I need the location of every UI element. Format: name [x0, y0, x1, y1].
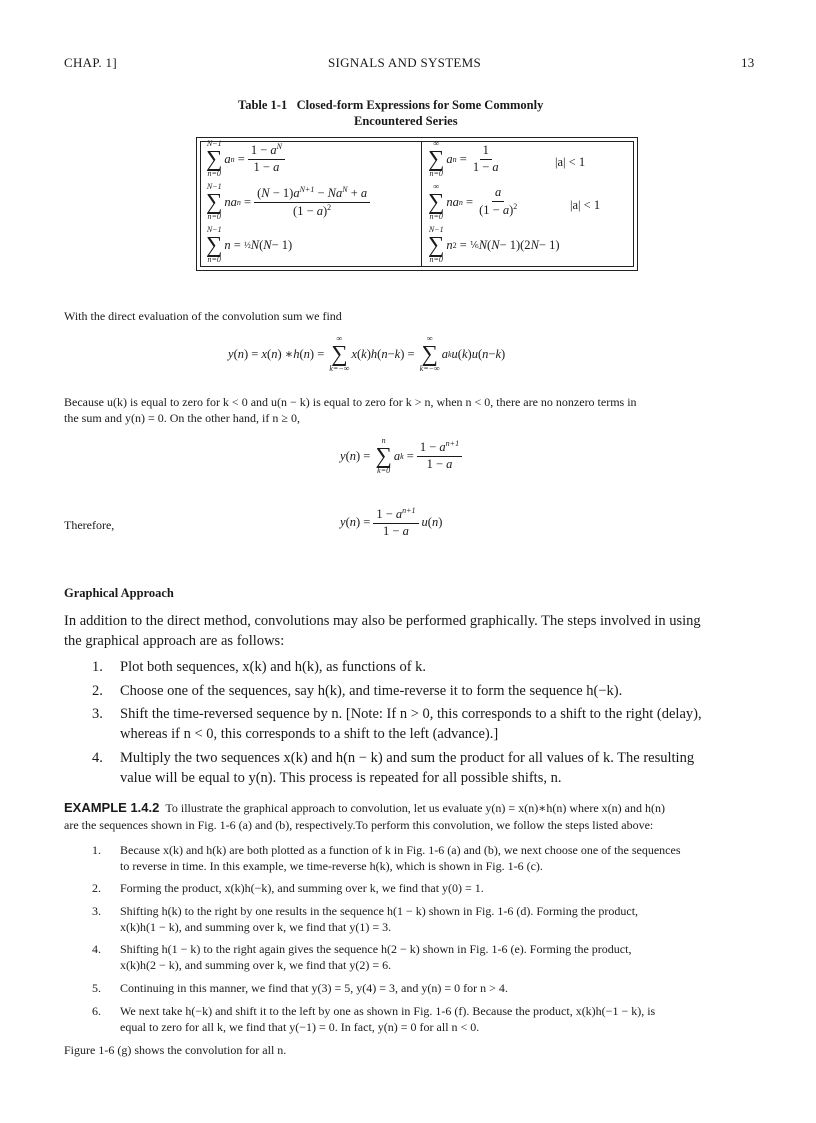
step-4-num: 4.: [92, 750, 103, 766]
item-3-line1: Shifting h(k) to the right by one results in the sequence h(1 − k) shown in Fig. 1-6 (d). Forming the product,: [120, 904, 639, 918]
graphical-intro-line2: the graphical approach are as follows:: [64, 633, 285, 649]
step-4-line2: value will be equal to y(n). This process is repeated for all possible shifts, n.: [120, 770, 562, 786]
item-1-line1: Because x(k) and h(k) are both plotted as a function of k in Fig. 1-6 (a) and (b), we next choose one of the sequences: [120, 843, 681, 857]
table-caption-line1: [238, 98, 543, 113]
formula-geometric-infinite: ∞ ∑ n=0 a n = $\frac{1}{1 - a}$: [428, 139, 499, 178]
item-6-line1: We next take h(−k) and shift it to the left by one as shown in Fig. 1-6 (f). Because the product, x(k)h(−1 − k), is: [120, 1004, 656, 1018]
direct-eval-intro: With the direct evaluation of the convolution sum we find: [64, 309, 342, 323]
item-2-num: 2.: [92, 881, 101, 895]
because-line1: Because u(k) is equal to zero for k < 0 and u(n − k) is equal to zero for k > n, when n < 0, there are no nonzero terms in: [64, 395, 637, 409]
step-2-num: 2.: [92, 683, 103, 699]
graphical-heading: Graphical Approach: [64, 586, 174, 600]
item-4-line2: x(k)h(2 − k), and summing over k, we find that y(2) = 6.: [120, 958, 392, 972]
item-4-num: 4.: [92, 942, 101, 956]
item-5-line1: Continuing in this manner, we find that y(3) = 5, y(4) = 3, and y(n) = 0 for n > 4.: [120, 981, 508, 995]
formula-geometric-finite: N−1 ∑ n=0 a n = $\frac{1 - a^N}{1 - a}$: [204, 140, 288, 178]
step-3-num: 3.: [92, 706, 103, 722]
step-4-line1: Multiply the two sequences x(k) and h(n − k) and sum the product for all values of k. The resulting: [120, 750, 695, 766]
item-1-line2: to reverse in time. In this example, we time-reverse h(k), which is shown in Fig. 1-6 (c).: [120, 859, 543, 873]
running-title: SIGNALS AND SYSTEMS: [328, 55, 482, 70]
formula-arith-geometric-infinite: ∞ ∑ n=0 na n = $\frac{a}{(1 - a)^2}$: [428, 182, 518, 221]
equation-convolution-sum: y ( n ) = x ( n ) ∗ h ( n ) = ∞ ∑ k=−∞ x ( k ) h ( n − k ) = ∞ ∑ k=−∞ a k u ( k ) u ( n − k ): [228, 334, 506, 373]
item-3-num: 3.: [92, 904, 101, 918]
graphical-intro-line1: In addition to the direct method, convolutions may also be performed graphically. The steps involved in using: [64, 613, 701, 629]
equation-result: y ( n ) = $\frac{1 - a^{n+1}}{1 - a}$ u ( n ): [340, 506, 443, 538]
step-3-line1: Shift the time-reversed sequence by n. [Note: If n > 0, this corresponds to a shift to the right (delay),: [120, 706, 702, 722]
because-line2: the sum and y(n) = 0. On the other hand, if n ≥ 0,: [64, 411, 300, 425]
table-divider: [421, 142, 422, 266]
formula-sum-n: N−1 ∑ n=0 n = ½ N ( N − 1): [206, 225, 293, 264]
item-1-num: 1.: [92, 843, 101, 857]
item-6-line2: equal to zero for all k, we find that y(−1) = 0. In fact, y(n) = 0 for all n < 0.: [120, 1020, 480, 1034]
page-number: 13: [741, 55, 755, 70]
step-2-line1: Choose one of the sequences, say h(k), and time-reverse it to form the sequence h(−k).: [120, 683, 623, 699]
condition-2: |a| < 1: [570, 198, 601, 212]
example-intro-line1: [64, 800, 665, 816]
formula-arith-geometric-finite: N−1 ∑ n=0 na n = $\frac{(N - 1)a^{N+1} - Na^N + a}{(1 - a)^2}$: [204, 183, 373, 221]
table-label: Table 1-1: [238, 98, 288, 112]
example-intro-line2: are the sequences shown in Fig. 1-6 (a) and (b), respectively.To perform this convolution, we follow the steps listed above:: [64, 818, 654, 832]
equation-partial-sum: y ( n ) = n ∑ k=0 a k = $\frac{1 - a^{n+1}}{1 - a}$: [340, 437, 465, 475]
formula-sum-n-squared: N−1 ∑ n=0 n 2 = ⅙ N ( N − 1)(2 N − 1): [428, 225, 560, 264]
chapter-label: CHAP. 1]: [64, 55, 117, 70]
therefore-label: Therefore,: [64, 518, 115, 532]
example-intro-text: To illustrate the graphical approach to convolution, let us evaluate y(n) = x(n)∗h(n) where x(n) and h(n): [165, 801, 665, 815]
step-1-num: 1.: [92, 659, 103, 675]
item-4-line1: Shifting h(1 − k) to the right again gives the sequence h(2 − k) shown in Fig. 1-6 (e). Forming the product,: [120, 942, 632, 956]
table-caption-text: Closed-form Expressions for Some Commonly: [296, 98, 544, 112]
table-caption-line2: Encountered Series: [354, 114, 458, 128]
item-2-line1: Forming the product, x(k)h(−k), and summing over k, we find that y(0) = 1.: [120, 881, 484, 895]
item-3-line2: x(k)h(1 − k), and summing over k, we find that y(1) = 3.: [120, 920, 392, 934]
step-3-line2: whereas if n < 0, this corresponds to a shift to the left (advance).]: [120, 726, 499, 742]
condition-1: |a| < 1: [555, 155, 586, 169]
example-closing: Figure 1-6 (g) shows the convolution for all n.: [64, 1043, 287, 1057]
item-5-num: 5.: [92, 981, 101, 995]
step-1-line1: Plot both sequences, x(k) and h(k), as functions of k.: [120, 659, 427, 675]
item-6-num: 6.: [92, 1004, 101, 1018]
example-label: EXAMPLE 1.4.2: [64, 800, 160, 815]
